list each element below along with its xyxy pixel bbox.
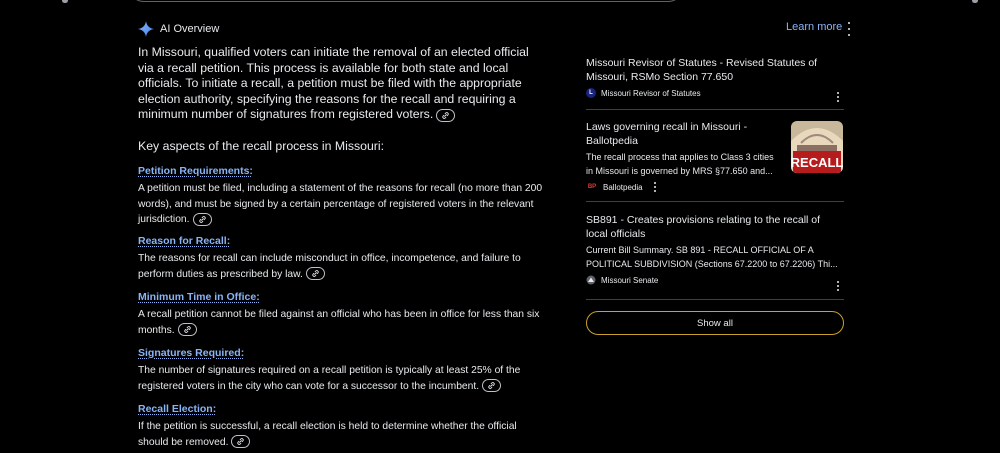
link-chip-icon[interactable] [193, 213, 212, 226]
favicon [586, 275, 596, 285]
learn-more-link[interactable]: Learn more [786, 21, 843, 33]
aspects-heading: Key aspects of the recall process in Missouri: [138, 139, 385, 153]
source-title[interactable]: Laws governing recall in Missouri - Ballotpedia [586, 121, 748, 147]
source-description: Current Bill Summary. SB 891 - RECALL OFFICIAL OF A POLITICAL SUBDIVISION (Sections 67.2200 to 67.2206) Thi... [586, 245, 838, 269]
source-card[interactable] [586, 214, 844, 285]
more-vert-icon[interactable] [835, 281, 841, 291]
source-title[interactable]: SB891 - Creates provisions relating to the recall of local officials [586, 214, 821, 240]
source-card[interactable] [586, 121, 844, 192]
search-box[interactable] [128, 0, 684, 2]
section-title[interactable]: Recall Election: [138, 403, 217, 415]
source-site-name: Ballotpedia [603, 182, 643, 192]
source-site [586, 182, 844, 192]
ai-overview-title: AI Overview [160, 23, 220, 35]
avatar[interactable] [972, 0, 978, 3]
link-chip-icon[interactable] [306, 267, 325, 280]
source-site-name: Missouri Senate [601, 275, 659, 285]
ai-overview-intro [138, 45, 546, 123]
show-all-button[interactable]: Show all [586, 311, 844, 335]
more-vert-icon[interactable] [835, 92, 841, 102]
source-title[interactable]: Missouri Revisor of Statutes - Revised Statutes of Missouri, RSMo Section 77.650 [586, 57, 818, 83]
section-body: A petition must be filed, including a statement of the reasons for recall (no more than 200 words), and must be signed by a certain percentage of registered voters in the relevant jurisdiction. [138, 183, 543, 225]
section-title[interactable]: Petition Requirements: [138, 165, 253, 177]
section-reason-for-recall [138, 231, 546, 282]
section-body: If the petition is successful, a recall election is held to determine whether the official should be removed. [138, 421, 517, 448]
source-site [586, 275, 844, 285]
section-title[interactable]: Reason for Recall: [138, 235, 231, 247]
link-chip-icon[interactable] [436, 109, 455, 122]
section-recall-election [138, 399, 546, 450]
favicon: L [586, 88, 596, 98]
section-body: A recall petition cannot be filed against an official who has been in office for less than six months. [138, 309, 540, 336]
favicon: BP [587, 184, 597, 190]
section-petition-requirements [138, 161, 546, 228]
divider [586, 299, 844, 300]
more-vert-icon[interactable] [652, 182, 658, 192]
link-chip-icon[interactable] [231, 435, 250, 448]
divider [586, 109, 844, 110]
section-signatures-required [138, 343, 546, 394]
divider [586, 201, 844, 202]
section-title[interactable]: Minimum Time in Office: [138, 291, 260, 303]
source-site [586, 88, 844, 98]
section-title[interactable]: Signatures Required: [138, 347, 245, 359]
thumbnail-text: RECALL [791, 155, 843, 170]
link-chip-icon[interactable] [178, 323, 197, 336]
section-body: The reasons for recall can include misconduct in office, incompetence, and failure to perform duties as prescribed by law. [138, 253, 521, 280]
source-card[interactable] [586, 57, 844, 98]
more-options-icon[interactable] [846, 22, 852, 36]
source-description: The recall process that applies to Class 3 cities in Missouri is governed by MRS §77.650 and... [586, 152, 774, 176]
intro-text: In Missouri, qualified voters can initiate the removal of an elected official via a recall petition. This process is available for both state and local officials. To initiate a recall, a petition must be filed with the appropriate election authority, specifying the reasons for the recall and requiring a minimum number of signatures from registered voters. [138, 45, 529, 122]
section-minimum-time-in-office [138, 287, 546, 338]
link-chip-icon[interactable] [482, 379, 501, 392]
ai-overview-header [138, 19, 219, 39]
logo-fragment [62, 0, 68, 3]
top-bar [0, 0, 1000, 6]
source-site-name: Missouri Revisor of Statutes [601, 88, 701, 98]
section-body: The number of signatures required on a recall petition is typically at least 25% of the registered voters in the city who can vote for a successor to the incumbent. [138, 365, 521, 392]
source-thumbnail[interactable] [791, 121, 843, 173]
sparkle-icon [138, 21, 154, 37]
